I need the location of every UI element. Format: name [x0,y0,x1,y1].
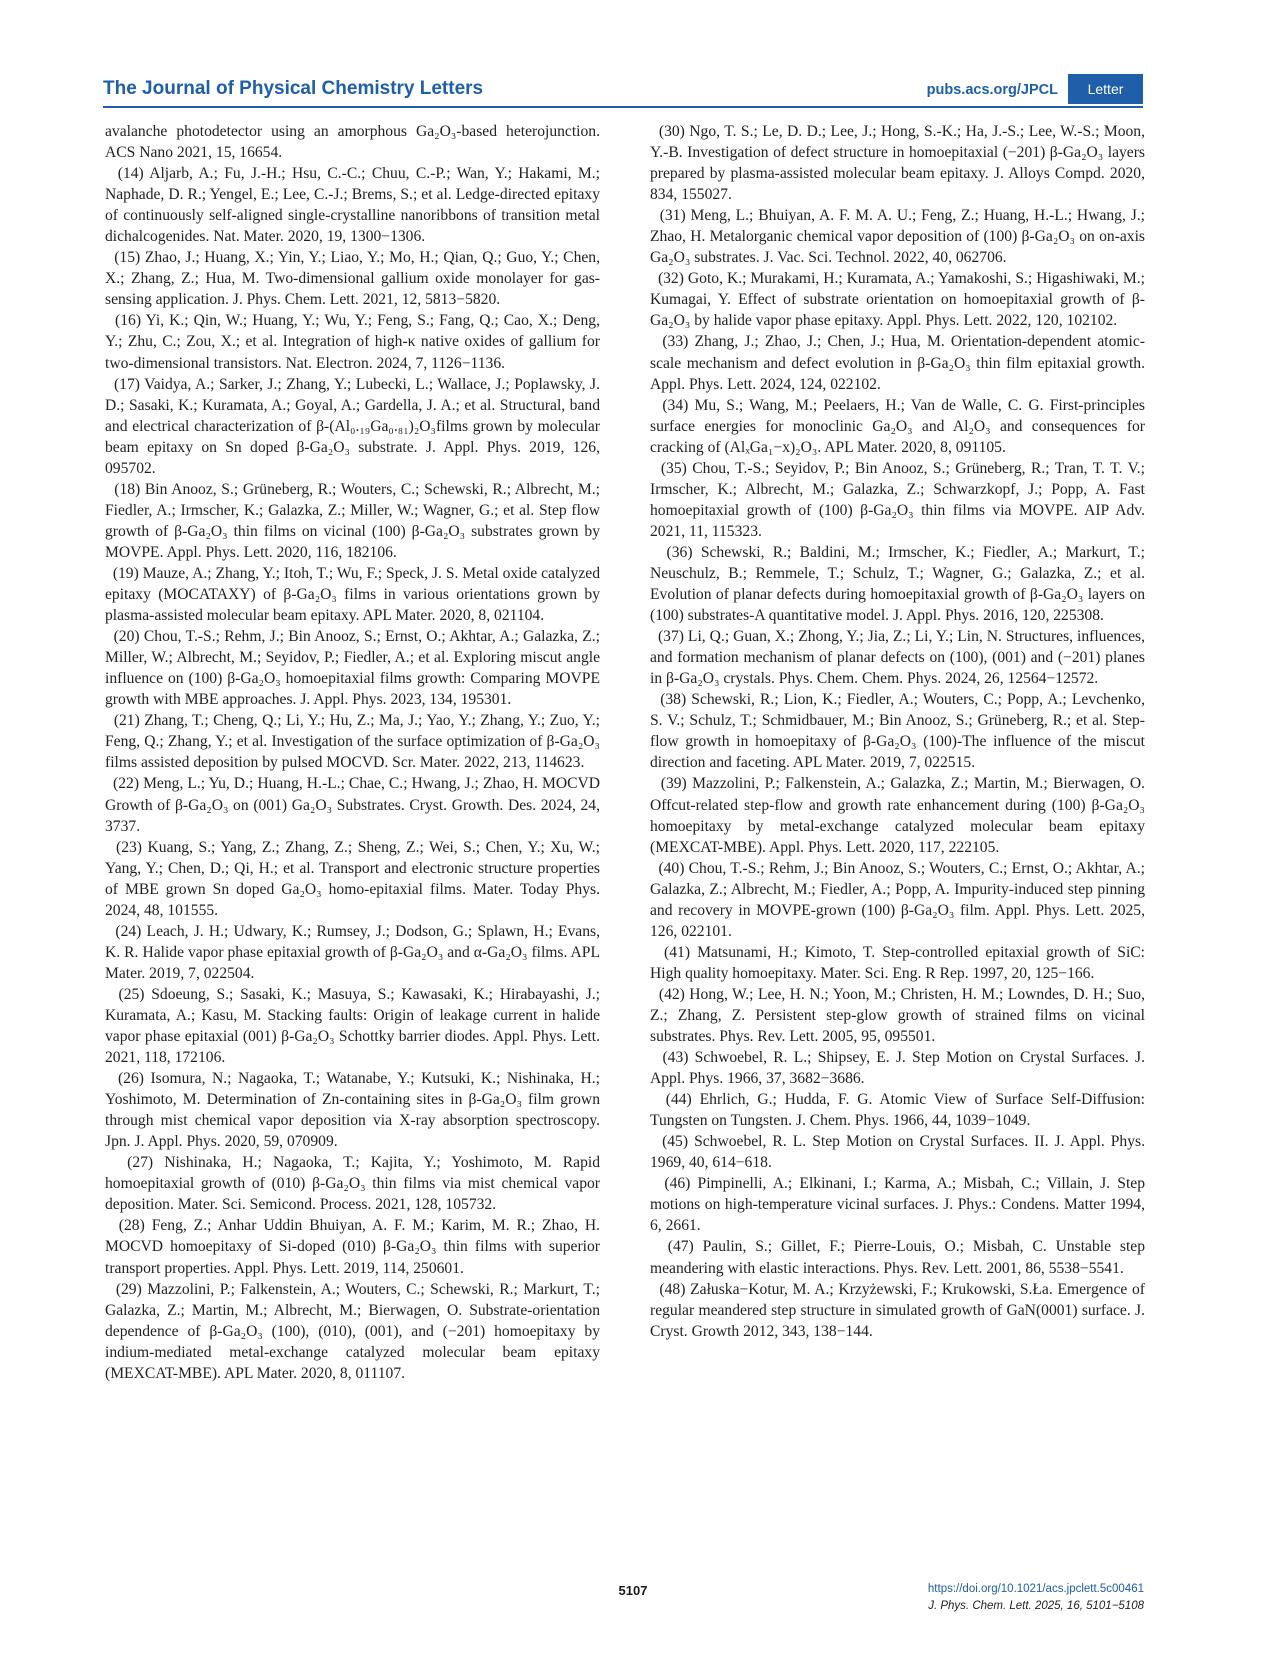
reference-item: (33) Zhang, J.; Zhao, J.; Chen, J.; Hua, M. Orientation-dependent atomic-scale mechanism and defect evolution in β-Ga₂O₃ thin film epitaxial growth. Appl. Phys. Lett. 2024, 124, 022102. [650,333,1145,393]
reference-item: (17) Vaidya, A.; Sarker, J.; Zhang, Y.; Lubecki, L.; Wallace, J.; Poplawsky, J. D.; Sasaki, K.; Kuramata, A.; Goyal, A.; Gardella, J. A.; et al. Structural, band and electrical characterization of β-(Al₀.₁₉Ga₀.₈₁)₂O₃films grown by molecular beam epitaxy on Sn doped β-Ga₂O₃ substrate. J. Appl. Phys. 2019, 126, 095702. [105,375,600,477]
page-number: 5107 [618,1583,648,1598]
journal-header [103,74,1143,108]
reference-item: (24) Leach, J. H.; Udwary, K.; Rumsey, J.; Dodson, G.; Splawn, H.; Evans, K. R. Halide vapor phase epitaxial growth of β-Ga₂O₃ and α-Ga₂O₃ films. APL Mater. 2019, 7, 022504. [105,922,600,982]
reference-item: (16) Yi, K.; Qin, W.; Huang, Y.; Wu, Y.; Feng, S.; Fang, Q.; Cao, X.; Deng, Y.; Zhu, C.; Zou, X.; et al. Integration of high-κ native oxides of gallium for two-dimensional transistors. Nat. Electron. 2024, 7, 1126−1136. [105,312,600,372]
reference-item: avalanche photodetector using an amorphous Ga₂O₃-based heterojunction. ACS Nano 2021, 15, 16654. [105,123,600,162]
reference-item: (43) Schwoebel, R. L.; Shipsey, E. J. Step Motion on Crystal Surfaces. J. Appl. Phys. 1966, 37, 3682−3686. [650,1049,1145,1088]
reference-item: (41) Matsunami, H.; Kimoto, T. Step-controlled epitaxial growth of SiC: High quality homoepitaxy. Mater. Sci. Eng. R Rep. 1997, 20, 125−166. [650,943,1146,982]
right-reference-column [650,121,1145,1342]
journal-title: The Journal of Physical Chemistry Letters [103,78,484,99]
reference-item: (27) Nishinaka, H.; Nagaoka, T.; Kajita, Y.; Yoshimoto, M. Rapid homoepitaxial growth of (010) β-Ga₂O₃ thin films via mist chemical vapor deposition. Mater. Sci. Semicond. Process. 2021, 128, 105732. [105,1154,600,1214]
reference-item: (25) Sdoeung, S.; Sasaki, K.; Masuya, S.; Kawasaki, K.; Hirabayashi, J.; Kuramata, A.; Kasu, M. Stacking faults: Origin of leakage current in halide vapor phase epitaxial (001) β-Ga₂O₃ Schottky barrier diodes. Appl. Phys. Lett. 2021, 118, 172106. [105,985,601,1067]
reference-item: (26) Isomura, N.; Nagaoka, T.; Watanabe, Y.; Kutsuki, K.; Nishinaka, H.; Yoshimoto, M. Determination of Zn-containing sites in β-Ga₂O₃ film grown through mist chemical vapor deposition via X-ray absorption spectroscopy. Jpn. J. Appl. Phys. 2020, 59, 070909. [105,1070,600,1151]
reference-item: (38) Schewski, R.; Lion, K.; Fiedler, A.; Wouters, C.; Popp, A.; Levchenko, S. V.; Schulz, T.; Schmidbauer, M.; Bin Anooz, S.; Grüneberg, R.; et al. Step-flow growth in homoepitaxy of β-Ga₂O₃ (100)-The influence of the miscut direction and faceting. APL Mater. 2019, 7, 022515. [650,691,1145,772]
reference-item: (37) Li, Q.; Guan, X.; Zhong, Y.; Jia, Z.; Li, Y.; Lin, N. Structures, influences, and formation mechanism of planar defects on (100), (001) and (−201) planes in β-Ga₂O₃ crystals. Phys. Chem. Chem. Phys. 2024, 26, 12564−12572. [650,628,1145,688]
reference-item: (40) Chou, T.-S.; Rehm, J.; Bin Anooz, S.; Wouters, C.; Ernst, O.; Akhtar, A.; Galazka, Z.; Albrecht, M.; Fiedler, A.; Popp, A. Impurity-induced step pinning and recovery in MOVPE-grown (100) β-Ga₂O₃ film. Appl. Phys. Lett. 2025, 126, 022101. [650,859,1145,940]
reference-item: (14) Aljarb, A.; Fu, J.-H.; Hsu, C.-C.; Chuu, C.-P.; Wan, Y.; Hakami, M.; Naphade, D. R.; Yengel, E.; Lee, C.-J.; Brems, S.; et al. Ledge-directed epitaxy of continuously self-aligned single-crystalline nanoribbons of transition metal dichalcogenides. Nat. Mater. 2020, 19, 1300−1306. [105,165,600,246]
reference-item: (44) Ehrlich, G.; Hudda, F. G. Atomic View of Surface Self-Diffusion: Tungsten on Tungsten. J. Chem. Phys. 1966, 44, 1039−1049. [650,1091,1146,1130]
reference-item: (23) Kuang, S.; Yang, Z.; Zhang, Z.; Sheng, Z.; Wei, S.; Chen, Y.; Xu, W.; Yang, Y.; Chen, D.; Qi, H.; et al. Transport and electronic structure properties of MBE grown Sn doped Ga₂O₃ homo-epitaxial films. Mater. Today Phys. 2024, 48, 101555. [105,838,601,919]
reference-item: (21) Zhang, T.; Cheng, Q.; Li, Y.; Hu, Z.; Ma, J.; Yao, Y.; Zhang, Y.; Zuo, Y.; Feng, Q.; Zhang, Y.; et al. Investigation of the surface optimization of β-Ga₂O₃ films assisted deposition by pulsed MOCVD. Scr. Mater. 2022, 213, 114623. [105,712,600,772]
left-reference-column [105,121,600,1384]
reference-item: (42) Hong, W.; Lee, H. N.; Yoon, M.; Christen, H. M.; Lowndes, D. H.; Suo, Z.; Zhang, Z. Persistent step-glow growth of strained films on vicinal substrates. Phys. Rev. Lett. 2005, 95, 095501. [650,985,1145,1046]
reference-item: (31) Meng, L.; Bhuiyan, A. F. M. A. U.; Feng, Z.; Huang, H.-L.; Hwang, J.; Zhao, H. Metalorganic chemical vapor deposition of (100) β-Ga₂O₃ on on-axis Ga₂O₃ substrates. J. Vac. Sci. Technol. 2022, 40, 062706. [650,207,1146,267]
reference-item: (20) Chou, T.-S.; Rehm, J.; Bin Anooz, S.; Ernst, O.; Akhtar, A.; Galazka, Z.; Miller, W.; Albrecht, M.; Seyidov, P.; Fiedler, A.; et al. Exploring miscut angle influence on (100) β-Ga₂O₃ homoepitaxial films growth: Comparing MOVPE growth with MBE approaches. J. Appl. Phys. 2023, 134, 195301. [105,628,601,709]
reference-item: (39) Mazzolini, P.; Falkenstein, A.; Galazka, Z.; Martin, M.; Bierwagen, O. Offcut-related step-flow and growth rate enhancement during (100) β-Ga₂O₃ homoepitaxy by metal-exchange catalyzed molecular beam epitaxy (MEXCAT-MBE). Appl. Phys. Lett. 2020, 117, 222105. [650,775,1146,856]
reference-item: (29) Mazzolini, P.; Falkenstein, A.; Wouters, C.; Schewski, R.; Markurt, T.; Galazka, Z.; Martin, M.; Albrecht, M.; Bierwagen, O. Substrate-orientation dependence of β-Ga₂O₃ (100), (010), (001), and (−201) homoepitaxy by indium-mediated metal-exchange catalyzed molecular beam epitaxy (MEXCAT-MBE). APL Mater. 2020, 8, 011107. [105,1280,600,1382]
journal-citation: J. Phys. Chem. Lett. 2025, 16, 5101−5108 [928,1600,1144,1612]
reference-item: (15) Zhao, J.; Huang, X.; Yin, Y.; Liao, Y.; Mo, H.; Qian, Q.; Guo, Y.; Chen, X.; Zhang, Z.; Hua, M. Two-dimensional gallium oxide monolayer for gas-sensing application. J. Phys. Chem. Lett. 2021, 12, 5813−5820. [105,249,601,309]
reference-item: (19) Mauze, A.; Zhang, Y.; Itoh, T.; Wu, F.; Speck, J. S. Metal oxide catalyzed epitaxy (MOCATAXY) of β-Ga₂O₃ films in various orientations grown by plasma-assisted molecular beam epitaxy. APL Mater. 2020, 8, 021104. [105,564,600,625]
reference-item: (35) Chou, T.-S.; Seyidov, P.; Bin Anooz, S.; Grüneberg, R.; Tran, T. T. V.; Irmscher, K.; Albrecht, M.; Galazka, Z.; Schwarzkopf, J.; Popp, A. Fast homoepitaxial growth of (100) β-Ga₂O₃ thin films via MOVPE. AIP Adv. 2021, 11, 115323. [650,459,1145,540]
reference-item: (46) Pimpinelli, A.; Elkinani, I.; Karma, A.; Misbah, C.; Villain, J. Step motions on high-temperature vicinal surfaces. J. Phys.: Condens. Matter 1994, 6, 2661. [650,1175,1145,1235]
reference-item: (36) Schewski, R.; Baldini, M.; Irmscher, K.; Fiedler, A.; Markurt, T.; Neuschulz, B.; Remmele, T.; Schulz, T.; Wagner, G.; Galazka, Z.; et al. Evolution of planar defects during homoepitaxial growth of β-Ga₂O₃ layers on (100) substrates-A quantitative model. J. Appl. Phys. 2016, 120, 225308. [650,543,1146,625]
reference-item: (32) Goto, K.; Murakami, H.; Kuramata, A.; Yamakoshi, S.; Higashiwaki, M.; Kumagai, Y. Effect of substrate orientation on homoepitaxial growth of β-Ga₂O₃ by halide vapor phase epitaxy. Appl. Phys. Lett. 2022, 120, 102102. [650,270,1145,330]
reference-item: (18) Bin Anooz, S.; Grüneberg, R.; Wouters, C.; Schewski, R.; Albrecht, M.; Fiedler, A.; Irmscher, K.; Galazka, Z.; Miller, W.; Wagner, G.; et al. Step flow growth of β-Ga₂O₃ thin films on vicinal (100) β-Ga₂O₃ substrates grown by MOVPE. Appl. Phys. Lett. 2020, 116, 182106. [105,480,600,561]
reference-item: (45) Schwoebel, R. L. Step Motion on Crystal Surfaces. II. J. Appl. Phys. 1969, 40, 614−618. [650,1133,1145,1172]
reference-item: (47) Paulin, S.; Gillet, F.; Pierre-Louis, O.; Misbah, C. Unstable step meandering with elastic interactions. Phys. Rev. Lett. 2001, 86, 5538−5541. [650,1238,1146,1277]
reference-item: (30) Ngo, T. S.; Le, D. D.; Lee, J.; Hong, S.-K.; Ha, J.-S.; Lee, W.-S.; Moon, Y.-B. Investigation of defect structure in homoepitaxial (−201) β-Ga₂O₃ layers prepared by plasma-assisted molecular beam epitaxy. J. Alloys Compd. 2020, 834, 155027. [650,123,1145,204]
reference-item: (48) Załuska−Kotur, M. A.; Krzyżewski, F.; Krukowski, S.Ła. Emergence of regular meandered step structure in simulated growth of GaN(0001) surface. J. Cryst. Growth 2012, 343, 138−144. [650,1280,1145,1340]
journal-url-link[interactable]: pubs.acs.org/JPCL [926,82,1058,98]
reference-item: (28) Feng, Z.; Anhar Uddin Bhuiyan, A. F. M.; Karim, M. R.; Zhao, H. MOCVD homoepitaxy of Si-doped (010) β-Ga₂O₃ thin films with superior transport properties. Appl. Phys. Lett. 2019, 114, 250601. [105,1217,601,1277]
article-type-badge: Letter [1068,74,1143,104]
doi-link[interactable]: https://doi.org/10.1021/acs.jpclett.5c00461 [927,1583,1144,1595]
reference-item: (22) Meng, L.; Yu, D.; Huang, H.-L.; Chae, C.; Hwang, J.; Zhao, H. MOCVD Growth of β-Ga₂O₃ on (001) Ga₂O₃ Substrates. Cryst. Growth. Des. 2024, 24, 3737. [105,775,601,835]
reference-item: (34) Mu, S.; Wang, M.; Peelaers, H.; Van de Walle, C. G. First-principles surface energies for monoclinic Ga₂O₃ and Al₂O₃ and consequences for cracking of (AlₓGa₁−x)₂O₃. APL Mater. 2020, 8, 091105. [650,396,1145,456]
